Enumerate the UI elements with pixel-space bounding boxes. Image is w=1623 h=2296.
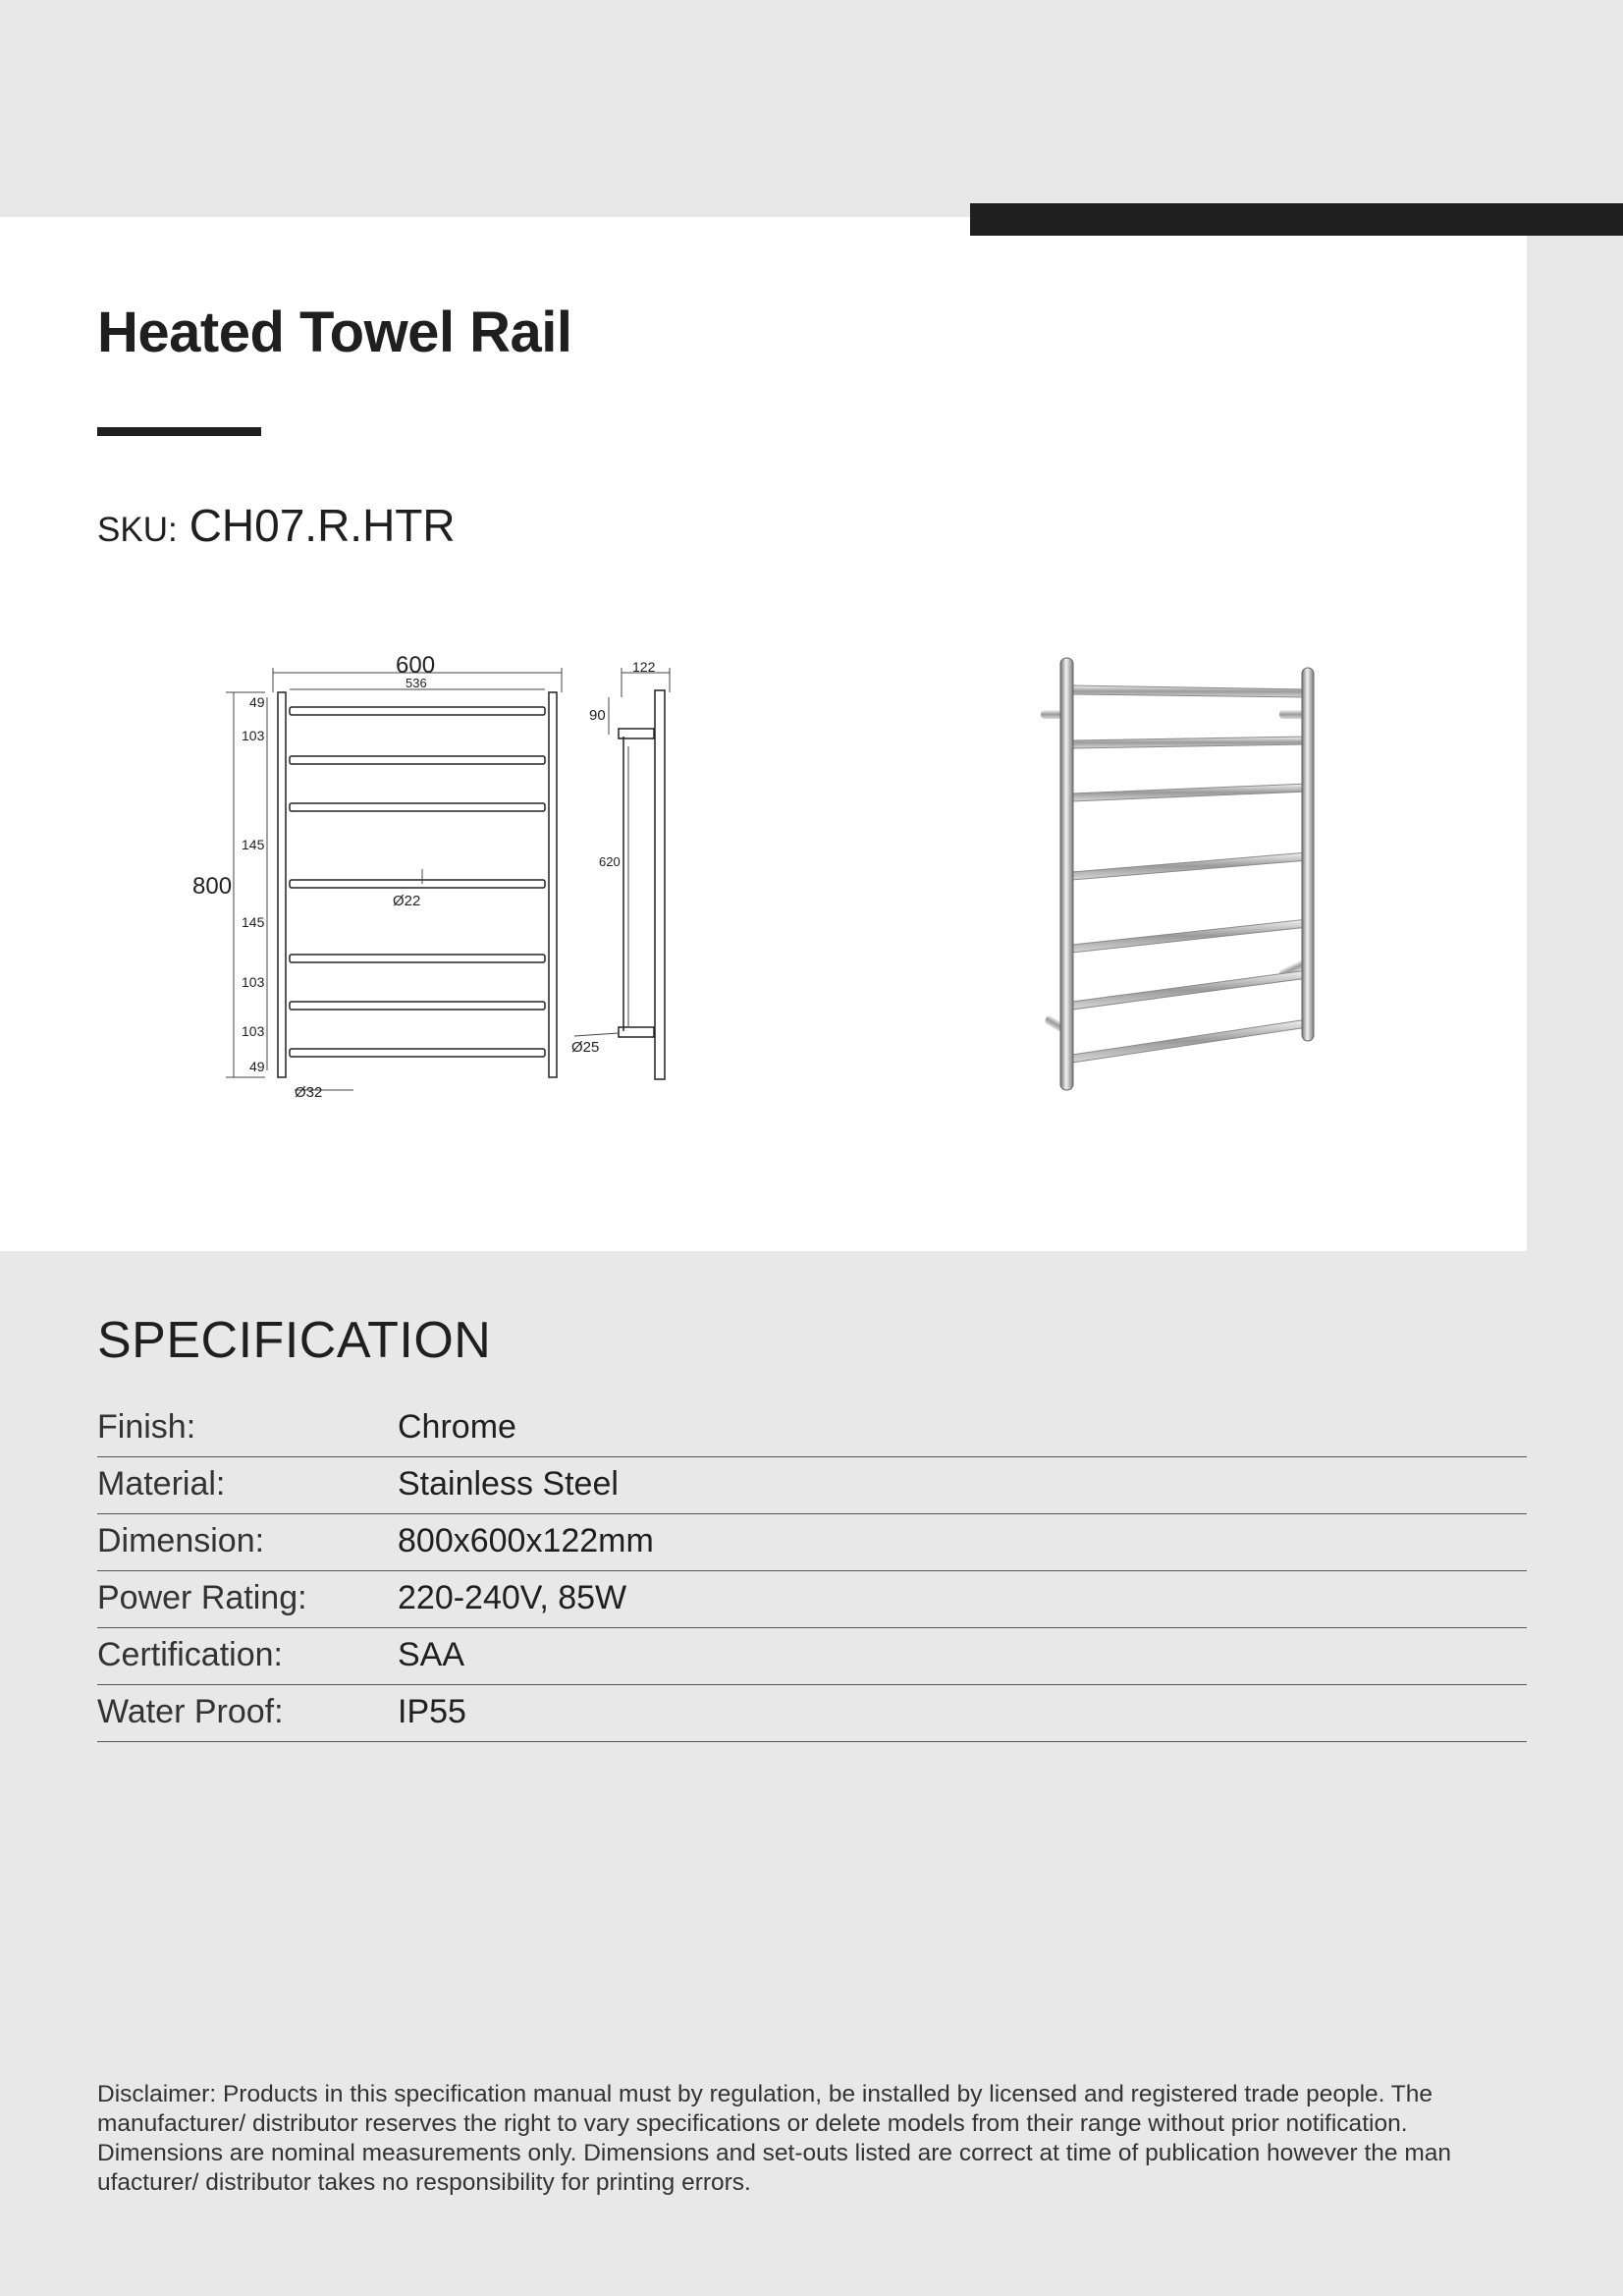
spec-title: SPECIFICATION [97,1312,492,1369]
spec-label: Dimension: [97,1522,265,1559]
dim-spacing-103a: 103 [242,728,265,743]
spec-value: 220-240V, 85W [398,1579,627,1616]
bar-1 [290,707,545,715]
right-post [549,692,557,1077]
spec-row-material [97,1457,1527,1514]
dim-post-dia: Ø32 [295,1084,323,1101]
bar-7 [290,1049,545,1057]
spec-label: Power Rating: [97,1579,307,1616]
dim-spacing-top: 49 [249,694,265,710]
bar-5 [290,955,545,962]
dim-bracket-dia: Ø25 [571,1039,600,1056]
spec-label: Certification: [97,1636,283,1673]
accent-bar [970,203,1623,236]
dim-spacing-bottom: 49 [249,1059,265,1074]
dim-spacing-103b: 103 [242,974,265,990]
title-underline [97,427,261,436]
sku-line [97,499,456,552]
left-post [278,692,286,1077]
spec-value: Chrome [398,1408,516,1446]
dim-spacing-103c: 103 [242,1023,265,1039]
bar-6 [290,1002,545,1010]
spec-label: Water Proof: [97,1693,284,1730]
bar-4 [290,880,545,888]
spec-value: 800x600x122mm [398,1522,654,1559]
dim-height: 800 [192,873,233,900]
spec-label: Material: [97,1465,226,1503]
dim-inner-width: 536 [406,676,427,690]
spec-row-dimension [97,1514,1527,1571]
sku-value: CH07.R.HTR [189,500,456,551]
product-image [1021,638,1345,1110]
dim-bracket-span: 620 [599,854,621,869]
spec-row-power-rating [97,1571,1527,1628]
page-title: Heated Towel Rail [97,301,572,364]
dim-wall-offset: 90 [589,707,606,724]
dim-width: 600 [396,652,436,679]
bar-2 [290,756,545,764]
sku-label: SKU: [97,511,178,549]
spec-row-finish [97,1400,1527,1457]
spec-value: IP55 [398,1693,466,1730]
spec-row-water-proof [97,1685,1527,1742]
dim-spacing-145a: 145 [242,837,265,852]
technical-drawing [167,638,697,1110]
disclaimer: Disclaimer: Products in this specification manual must by regulation, be installed by licensed and registered trade people. The manufacturer/ distributor reserves the right to vary specifications or delete models from their range without prior notification. Dimensions are nominal measurements only. Dimensions and set-outs listed are correct at time of publication however the man ufacturer/ distributor takes no responsibility for printing errors. [97,2081,1451,2196]
side-post [655,690,665,1079]
dim-depth: 122 [632,659,656,675]
bar-3 [290,803,545,811]
dim-bar-dia: Ø22 [393,893,421,909]
spec-row-certification [97,1628,1527,1685]
spec-value: SAA [398,1636,465,1673]
spec-label: Finish: [97,1408,196,1446]
spec-table [97,1400,1527,1742]
dim-spacing-145b: 145 [242,914,265,930]
spec-value: Stainless Steel [398,1465,619,1503]
